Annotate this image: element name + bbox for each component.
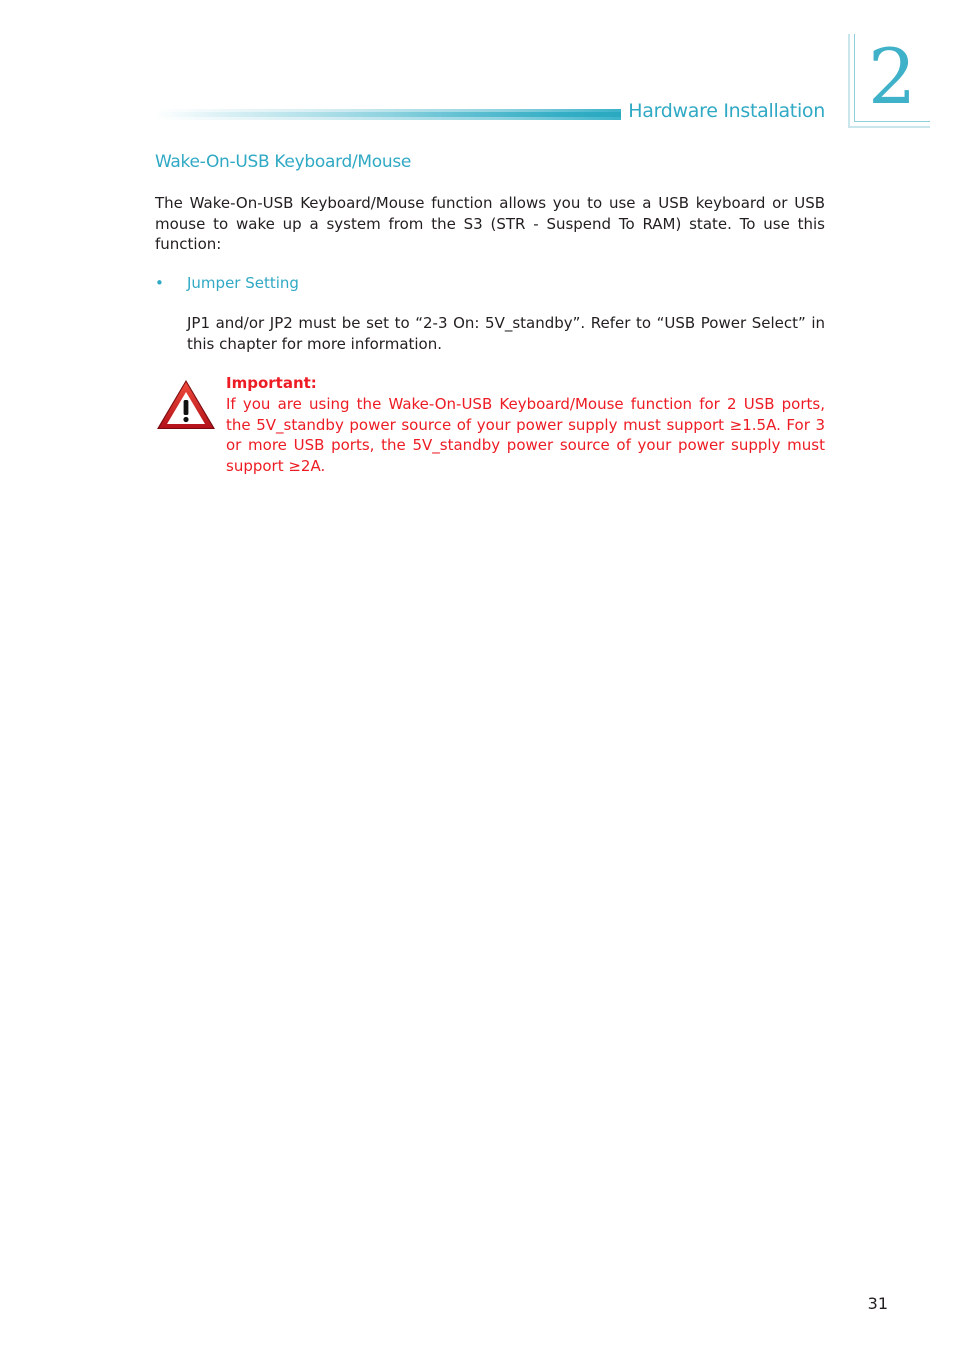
- jumper-setting-paragraph: JP1 and/or JP2 must be set to “2-3 On: 5V_standby”. Refer to “USB Power Select” in this chapter for more information.: [187, 314, 825, 353]
- chapter-header-title: Hardware Installation: [628, 100, 825, 122]
- warning-triangle-icon: [155, 378, 217, 432]
- chapter-box-border: [854, 34, 855, 122]
- chapter-box-border: [848, 34, 850, 128]
- important-note-text: If you are using the Wake-On-USB Keyboard/Mouse function for 2 USB ports, the 5V_standby power source of your power supply must support ≥1.5A. For 3 or more USB ports, the 5V_standby power source of your power supply must support ≥2A.: [226, 395, 825, 475]
- page-number: 31: [867, 1294, 888, 1313]
- chapter-box-border: [854, 121, 930, 122]
- section-title: Wake-On-USB Keyboard/Mouse: [155, 152, 412, 172]
- header-bar-highlight: [155, 112, 621, 117]
- header-decorative-bar: [155, 109, 621, 120]
- chapter-number: 2: [868, 32, 917, 121]
- jumper-setting-heading: Jumper Setting: [187, 274, 299, 292]
- bullet-marker: •: [155, 274, 164, 292]
- important-label: Important:: [226, 374, 317, 392]
- chapter-box-border: [848, 126, 930, 128]
- chapter-number-box: [848, 34, 930, 128]
- intro-paragraph: The Wake-On-USB Keyboard/Mouse function allows you to use a USB keyboard or USB mouse to wake up a system from the S3 (STR - Suspend To RAM) state. To use this function:: [155, 194, 825, 253]
